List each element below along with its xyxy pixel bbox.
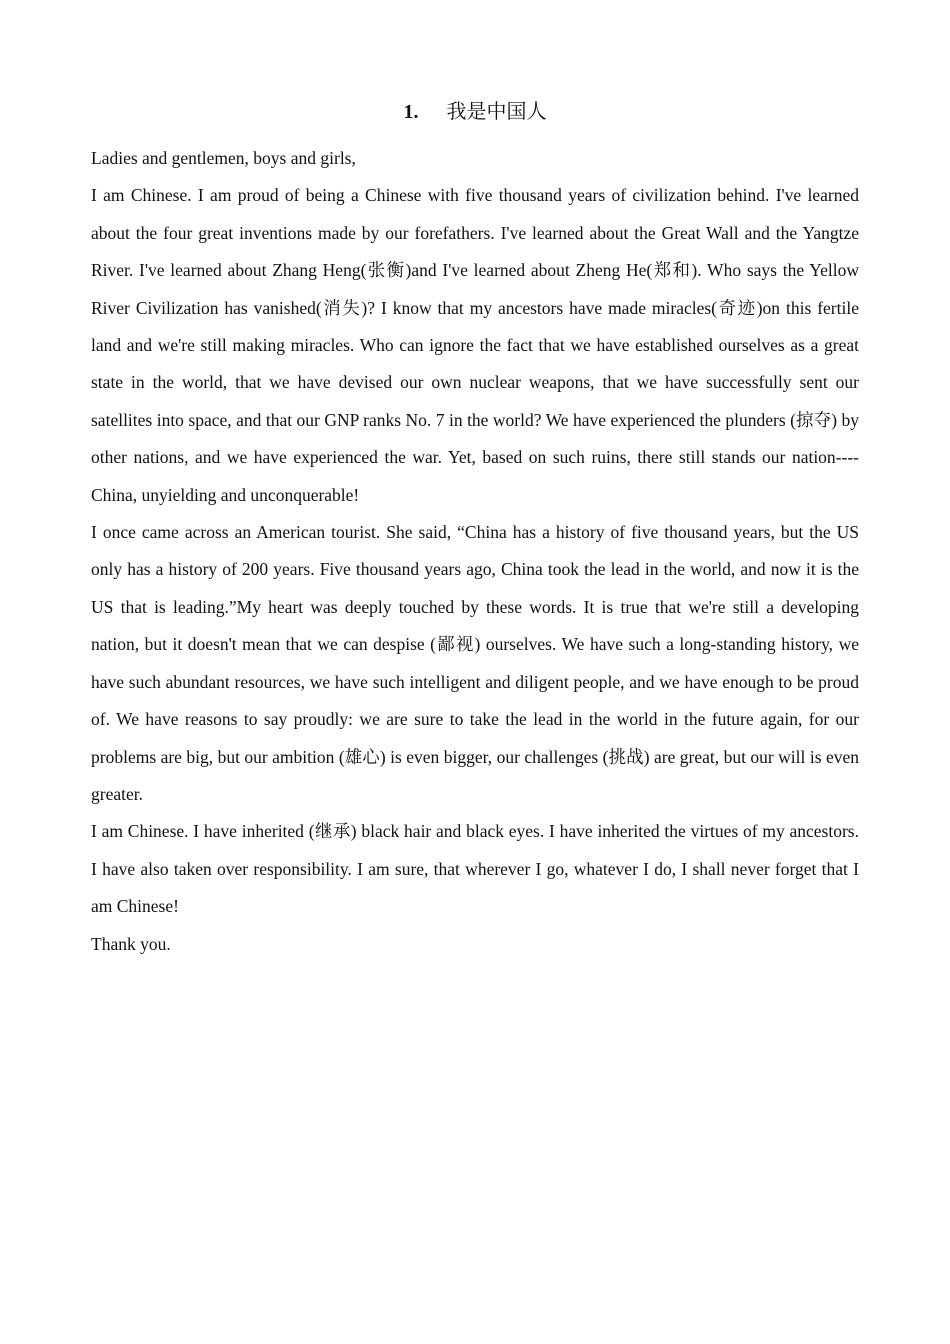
body-paragraph-2: I once came across an American tourist. She said, “China has a history of five thousand years, but the US only has a history of 200 years. Five thousand years ago, China took the lead in the world, and now it is the US that is leading.”My heart was deeply touched by these words. It is true that we're still a developing nation, but it doesn't mean that we can despise (鄙视) ourselves. We have such a long-standing history, we have such abundant resources, we have such intelligent and diligent people, and we have enough to be proud of. We have reasons to say proudly: we are sure to take the lead in the world in the future again, for our problems are big, but our ambition (雄心) is even bigger, our challenges (挑战) are great, but our will is even greater. <box>91 522 859 804</box>
speech-body <box>91 140 859 963</box>
title-number: 1. <box>403 101 419 123</box>
body-paragraph-1: I am Chinese. I am proud of being a Chinese with five thousand years of civilization behind. I've learned about the four great inventions made by our forefathers. I've learned about the Great Wall and the Yangtze River. I've learned about Zhang Heng(张衡)and I've learned about Zheng He(郑和). Who says the Yellow River Civilization has vanished(消失)? I know that my ancestors have made miracles(奇迹)on this fertile land and we're still making miracles. Who can ignore the fact that we have established ourselves as a great state in the world, that we have devised our own nuclear weapons, that we have successfully sent our satellites into space, and that our GNP ranks No. 7 in the world? We have experienced the plunders (掠夺) by other nations, and we have experienced the war. Yet, based on such ruins, there still stands our nation----China, unyielding and unconquerable! <box>91 185 859 505</box>
title-text: 我是中国人 <box>446 101 547 123</box>
page-title <box>0 98 950 126</box>
closing-paragraph: Thank you. <box>91 933 171 954</box>
salutation-paragraph: Ladies and gentlemen, boys and girls, <box>91 148 356 168</box>
body-paragraph-3: I am Chinese. I have inherited (继承) black hair and black eyes. I have inherited the virtues of my ancestors. I have also taken over responsibility. I am sure, that wherever I go, whatever I do, I shall never forget that I am Chinese! <box>91 821 859 917</box>
